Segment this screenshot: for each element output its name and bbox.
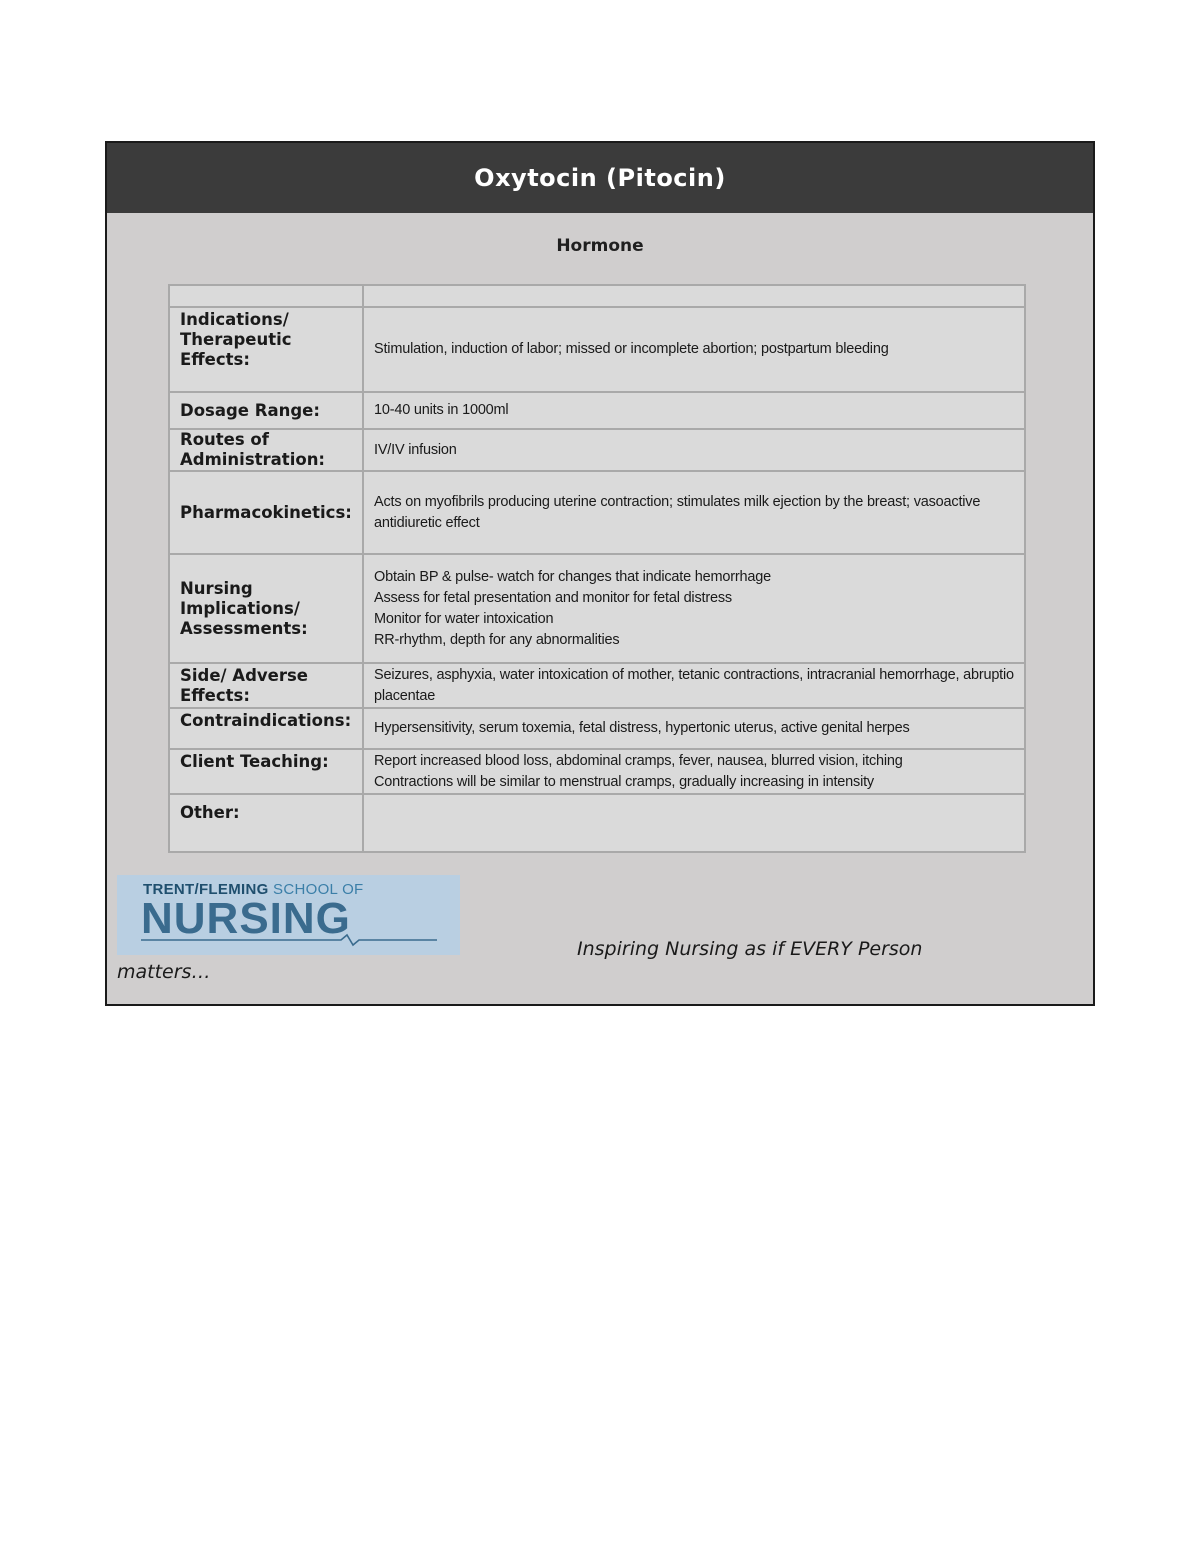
row-label-other: Other: <box>169 794 363 852</box>
drug-classification: Hormone <box>556 236 644 256</box>
row-value-other <box>363 794 1025 852</box>
row-label-client-teaching: Client Teaching: <box>169 749 363 794</box>
drug-info-table <box>168 284 1026 853</box>
drug-title: Oxytocin (Pitocin) <box>107 143 1093 213</box>
row-label-dosage: Dosage Range: <box>169 392 363 429</box>
heartbeat-line-icon <box>141 933 437 947</box>
logo-nursing-wordmark: NURSING <box>141 894 351 943</box>
row-label-pharmacokinetics: Pharmacokinetics: <box>169 471 363 554</box>
logo-school-name: TRENT/FLEMING SCHOOL OF <box>143 881 364 898</box>
drug-card: Oxytocin (Pitocin) Hormone Indications/ Therapeutic Effects: Stimulation, induction of labor; missed or incomplete abortion; postpartum bleeding Dosage Range: 10-40 units in 1000ml Routes of Administration: IV/IV infusion Pharmacokinetics: Acts on myofibrils producing uterine contraction; stimulates milk ejection by the breast; vasoactive antidiuretic effect Nursing Implications/ Assessments: Obtain BP & pulse- watch for changes that indicate hemorrhage Assess for fetal presentation and monitor for fetal distress Monitor for water intoxication RR-rhythm, depth for any abnormalities Side/ Adverse Effects: Seizures, asphyxia, water intoxication of mother, tetanic contractions, intracranial hemorrhage, abruptio placentae Contraindications: Hypersensitivity, serum toxemia, fetal distress, hypertonic uterus, active genital herpes Client Teaching: Report increased blood loss, abdominal cramps, fever, nausea, blurred vision, itching Contractions will be similar to menstrual cramps, gradually increasing in intensity Other: TRENT/FLEMING SCHOOL OF NURSING Inspiring Nursing as if EVERY Person matters… <box>105 141 1095 1006</box>
row-value-contraindications: Hypersensitivity, serum toxemia, fetal distress, hypertonic uterus, active genital herpes <box>363 708 1025 749</box>
row-value-routes: IV/IV infusion <box>363 429 1025 471</box>
table-row <box>169 392 1025 429</box>
row-value-pharmacokinetics: Acts on myofibrils producing uterine contraction; stimulates milk ejection by the breast; vasoactive antidiuretic effect <box>363 471 1025 554</box>
row-value-nursing: Obtain BP & pulse- watch for changes that indicate hemorrhage Assess for fetal presentation and monitor for fetal distress Monitor for water intoxication RR-rhythm, depth for any abnormalities <box>363 554 1025 663</box>
table-row <box>169 794 1025 852</box>
row-value-dosage: 10-40 units in 1000ml <box>363 392 1025 429</box>
table-row <box>169 307 1025 392</box>
row-value-side-effects: Seizures, asphyxia, water intoxication of mother, tetanic contractions, intracranial hemorrhage, abruptio placentae <box>363 663 1025 708</box>
row-value-client-teaching: Report increased blood loss, abdominal cramps, fever, nausea, blurred vision, itching Contractions will be similar to menstrual cramps, gradually increasing in intensity <box>363 749 1025 794</box>
row-label <box>169 285 363 307</box>
table-row <box>169 749 1025 794</box>
table-row <box>169 471 1025 554</box>
table-row <box>169 663 1025 708</box>
row-label-contraindications: Contraindications: <box>169 708 363 749</box>
table-row <box>169 554 1025 663</box>
row-label-routes: Routes of Administration: <box>169 429 363 471</box>
row-value <box>363 285 1025 307</box>
table-row <box>169 285 1025 307</box>
row-label-nursing: Nursing Implications/ Assessments: <box>169 554 363 663</box>
table-row <box>169 708 1025 749</box>
row-label-side-effects: Side/ Adverse Effects: <box>169 663 363 708</box>
row-value-indications: Stimulation, induction of labor; missed or incomplete abortion; postpartum bleeding <box>363 307 1025 392</box>
school-logo <box>117 875 460 955</box>
row-label-indications: Indications/ Therapeutic Effects: <box>169 307 363 392</box>
table-row <box>169 429 1025 471</box>
